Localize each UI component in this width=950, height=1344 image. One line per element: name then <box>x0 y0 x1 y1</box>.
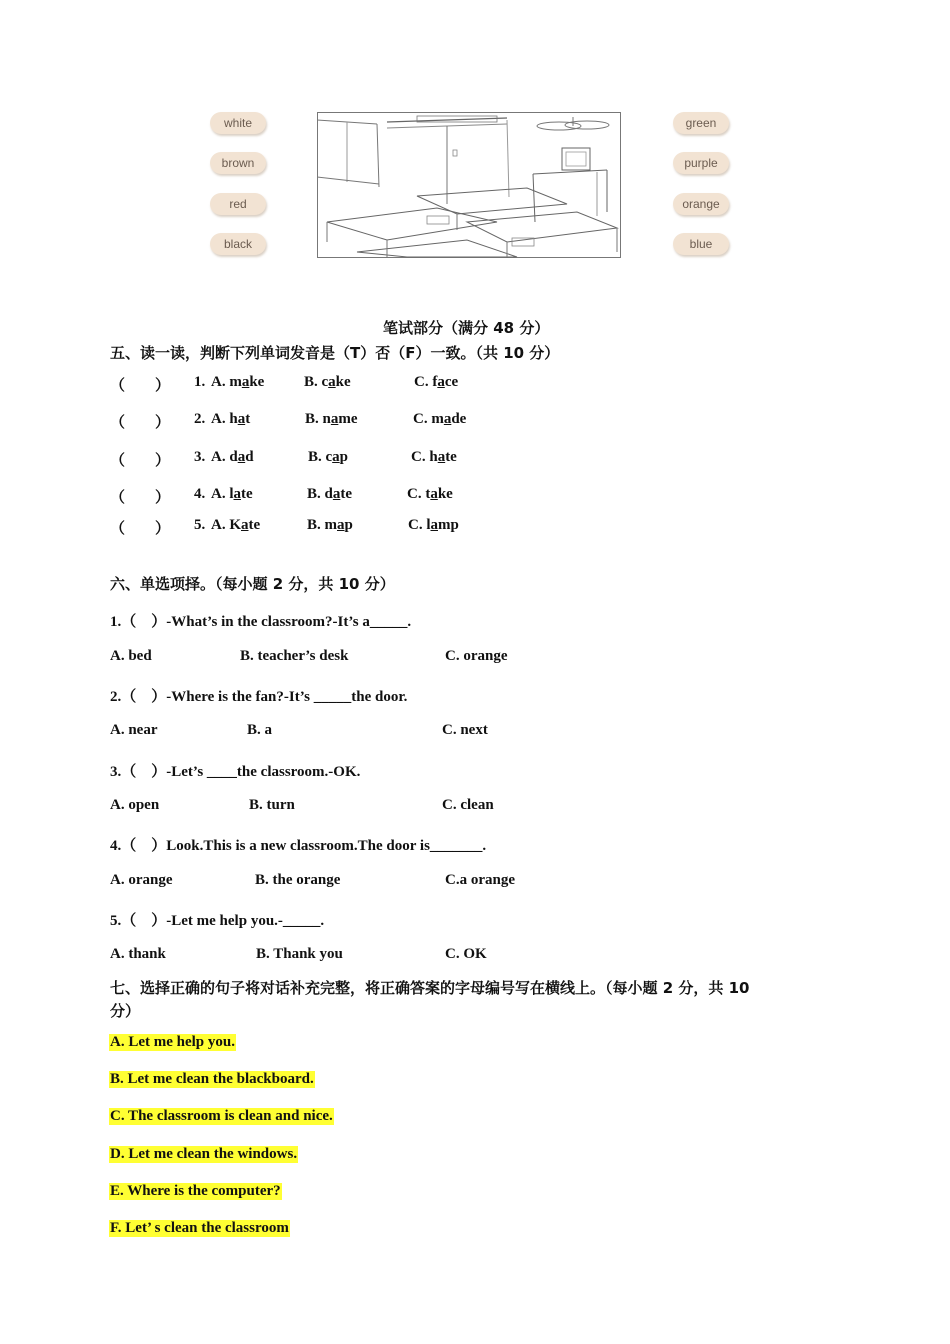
answer-paren[interactable]: （ ） <box>110 490 171 506</box>
option-b: B. cap <box>308 449 349 465</box>
option-c: C. take <box>407 486 453 502</box>
question: 5.（ ）-Let me help you.-_____. <box>110 913 325 929</box>
question: 3.（ ）-Let’s ____the classroom.-OK. <box>110 764 361 780</box>
option-b: B. name <box>305 411 358 427</box>
option-a: A. open <box>110 797 160 813</box>
option-a: A. near <box>110 722 158 738</box>
option-a: A. thank <box>110 946 166 962</box>
option-c: C. clean <box>442 797 494 813</box>
color-pill-green: green <box>673 112 729 134</box>
option-b: B. Thank you <box>256 946 343 962</box>
option-a: A. bed <box>110 648 152 664</box>
option-a: A. hat <box>211 411 251 427</box>
option-a: A. Kate <box>211 517 261 533</box>
option-c: C. face <box>414 374 459 390</box>
section7-title: 七、选择正确的句子将对话补充完整，将正确答案的字母编号写在横线上。（每小题 2 分，共 10 <box>110 979 750 997</box>
option-c: C. made <box>413 411 467 427</box>
answer-paren[interactable]: （ ） <box>110 453 171 469</box>
option-a: A. make <box>211 374 265 390</box>
answer-option: D. Let me clean the windows. <box>110 1146 298 1162</box>
answer-option: E. Where is the computer? <box>110 1183 281 1199</box>
question-number: 2. <box>194 411 206 427</box>
section6-title: 六、单选项择。（每小题 2 分，共 10 分） <box>110 575 395 593</box>
question-number: 3. <box>194 449 206 465</box>
answer-option: F. Let’ s clean the classroom <box>110 1220 289 1236</box>
option-b: B. a <box>247 722 273 738</box>
option-c: C. orange <box>445 648 508 664</box>
section5-title: 五、读一读，判断下列单词发音是（T）否（F）一致。（共 10 分） <box>110 344 560 362</box>
answer-option: C. The classroom is clean and nice. <box>110 1108 333 1124</box>
option-b: B. map <box>307 517 353 533</box>
option-b: B. teacher’s desk <box>240 648 349 664</box>
color-pill-red: red <box>210 193 266 215</box>
answer-paren[interactable]: （ ） <box>110 521 171 537</box>
color-pill-white: white <box>210 112 266 134</box>
option-b: B. turn <box>249 797 295 813</box>
question: 1.（ ）-What’s in the classroom?-It’s a_____. <box>110 614 412 630</box>
option-b: B. cake <box>304 374 351 390</box>
option-a: A. dad <box>211 449 254 465</box>
option-a: A. orange <box>110 872 173 888</box>
option-c: C. next <box>442 722 488 738</box>
answer-option: A. Let me help you. <box>110 1034 235 1050</box>
option-c: C. hate <box>411 449 457 465</box>
option-c: C.a orange <box>445 872 515 888</box>
answer-option: B. Let me clean the blackboard. <box>110 1071 314 1087</box>
section7-title-cont: 分） <box>110 1002 141 1020</box>
question-number: 1. <box>194 374 206 390</box>
option-c: C. OK <box>445 946 487 962</box>
color-pill-orange: orange <box>673 193 729 215</box>
color-pill-black: black <box>210 233 266 255</box>
question: 4.（ ）Look.This is a new classroom.The door is_______. <box>110 838 487 854</box>
option-c: C. lamp <box>408 517 459 533</box>
classroom-illustration <box>317 112 621 258</box>
color-pill-brown: brown <box>210 152 266 174</box>
question-number: 4. <box>194 486 206 502</box>
option-a: A. late <box>211 486 253 502</box>
option-b: B. the orange <box>255 872 341 888</box>
written-part-title: 笔试部分（满分 48 分） <box>383 319 550 337</box>
answer-paren[interactable]: （ ） <box>110 378 171 394</box>
answer-paren[interactable]: （ ） <box>110 415 171 431</box>
option-b: B. date <box>307 486 353 502</box>
question: 2.（ ）-Where is the fan?-It’s _____the door. <box>110 689 408 705</box>
color-pill-purple: purple <box>673 152 729 174</box>
color-pill-blue: blue <box>673 233 729 255</box>
question-number: 5. <box>194 517 206 533</box>
